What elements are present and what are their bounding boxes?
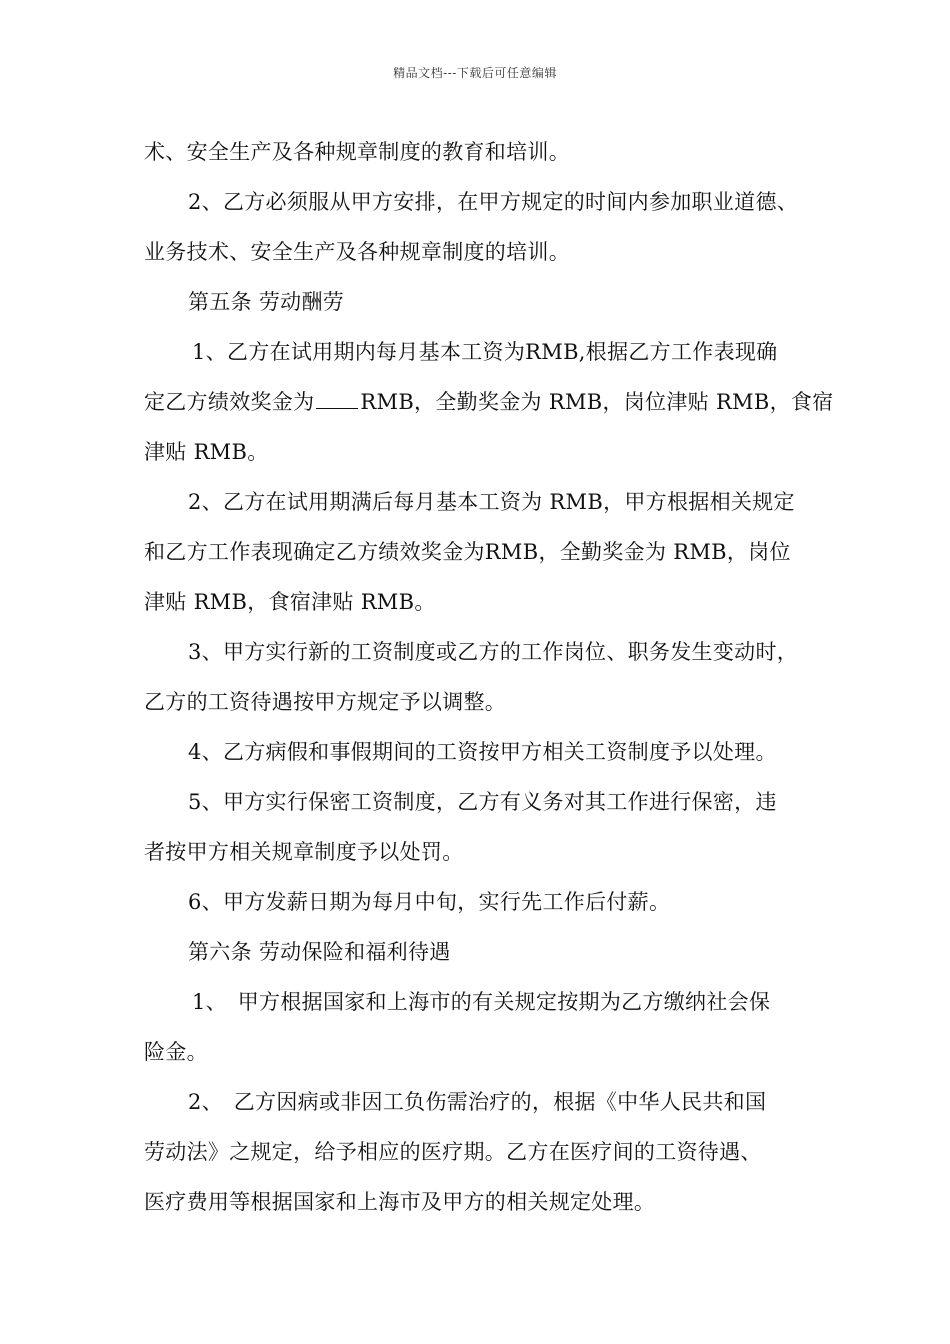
page-header: 精品文档---下载后可任意编辑 xyxy=(393,66,557,80)
text-line xyxy=(144,382,834,432)
text-line: 业务技术、安全生产及各种规章制度的培训。 xyxy=(144,240,570,264)
text-line: 5、甲方实行保密工资制度，乙方有义务对其工作进行保密，违 xyxy=(188,790,777,814)
text-line: 医疗费用等根据国家和上海市及甲方的相关规定处理。 xyxy=(144,1190,656,1214)
text-line: 2、乙方必须服从甲方安排，在甲方规定的时间内参加职业道德、 xyxy=(188,190,799,214)
text-line: 险金。 xyxy=(144,1040,208,1064)
text-line: 者按甲方相关规章制度予以处罚。 xyxy=(144,840,464,864)
text-line: 2、乙方在试用期满后每月基本工资为 RMB，甲方根据相关规定 xyxy=(188,490,795,514)
text-line: 6、甲方发薪日期为每月中旬，实行先工作后付薪。 xyxy=(188,890,671,914)
text-line: 1、 甲方根据国家和上海市的有关规定按期为乙方缴纳社会保 xyxy=(192,990,771,1014)
text-line: 1、乙方在试用期内每月基本工资为RMB,根据乙方工作表现确 xyxy=(192,340,778,364)
text-line: 2、 乙方因病或非因工负伤需治疗的，根据《中华人民共和国 xyxy=(188,1090,767,1114)
text-line: 4、乙方病假和事假期间的工资按甲方相关工资制度予以处理。 xyxy=(188,740,777,764)
text-line: 3、甲方实行新的工资制度或乙方的工作岗位、职务发生变动时， xyxy=(188,640,799,664)
section-heading: 第五条 劳动酬劳 xyxy=(188,290,345,314)
text-line: 和乙方工作表现确定乙方绩效奖金为RMB，全勤奖金为 RMB，岗位 xyxy=(144,540,791,564)
document-body xyxy=(144,132,834,1232)
text-line: 津贴 RMB。 xyxy=(144,440,269,464)
text-line: 术、安全生产及各种规章制度的教育和培训。 xyxy=(144,140,570,164)
section-heading: 第六条 劳动保险和福利待遇 xyxy=(188,940,451,964)
text-line: 津贴 RMB，食宿津贴 RMB。 xyxy=(144,590,436,614)
text-fragment: RMB，全勤奖金为 RMB，岗位津贴 RMB，食宿 xyxy=(360,390,834,414)
fill-in-blank xyxy=(316,382,358,409)
text-line: 乙方的工资待遇按甲方规定予以调整。 xyxy=(144,690,507,714)
text-fragment: 定乙方绩效奖金为 xyxy=(144,390,315,414)
text-line: 劳动法》之规定，给予相应的医疗期。乙方在医疗间的工资待遇、 xyxy=(144,1140,762,1164)
